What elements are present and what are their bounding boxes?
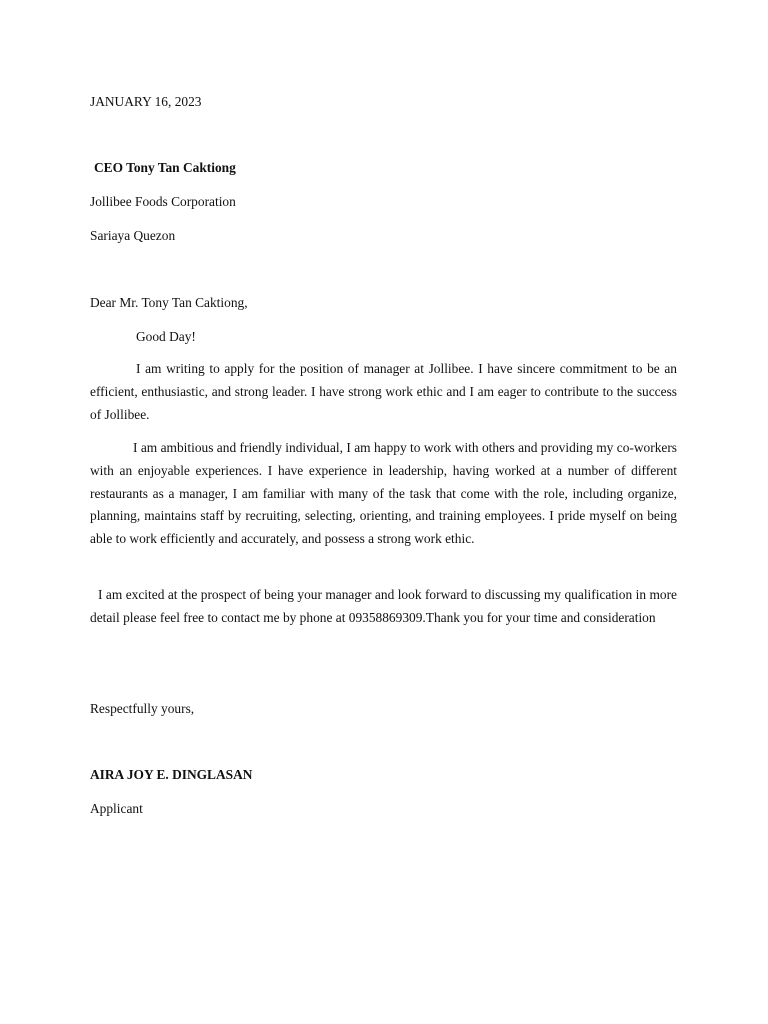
recipient-company: Jollibee Foods Corporation [90, 194, 236, 209]
closing: Respectfully yours, [90, 701, 195, 716]
body-paragraph-2: I am ambitious and friendly individual, I am happy to work with others and providing my co-workers with an enjoyable experiences. I have experience in leadership, having worked at a number of different restaurants as a manager, I am familiar with many of the task that come with the role, including organize, planning, maintains staff by recruiting, selecting, orienting, and training employees. I pride myself on being able to work efficiently and accurately, and possess a strong work ethic. [90, 440, 677, 547]
signatory-title: Applicant [90, 801, 143, 816]
salutation: Dear Mr. Tony Tan Caktiong, [90, 295, 248, 310]
signatory-name: AIRA JOY E. DINGLASAN [90, 767, 253, 782]
recipient-name: CEO Tony Tan Caktiong [94, 160, 236, 175]
recipient-address: Sariaya Quezon [90, 228, 176, 243]
letter-date: JANUARY 16, 2023 [90, 94, 202, 109]
greeting: Good Day! [136, 329, 196, 344]
body-paragraph-3: I am excited at the prospect of being your manager and look forward to discussing my qualification in more detail please feel free to contact me by phone at 09358869309.Thank you for your time and consideration [90, 587, 677, 625]
body-paragraph-1: I am writing to apply for the position of manager at Jollibee. I have sincere commitment to be an efficient, enthusiastic, and strong leader. I have strong work ethic and I am eager to contribute to the success of Jollibee. [90, 361, 677, 422]
